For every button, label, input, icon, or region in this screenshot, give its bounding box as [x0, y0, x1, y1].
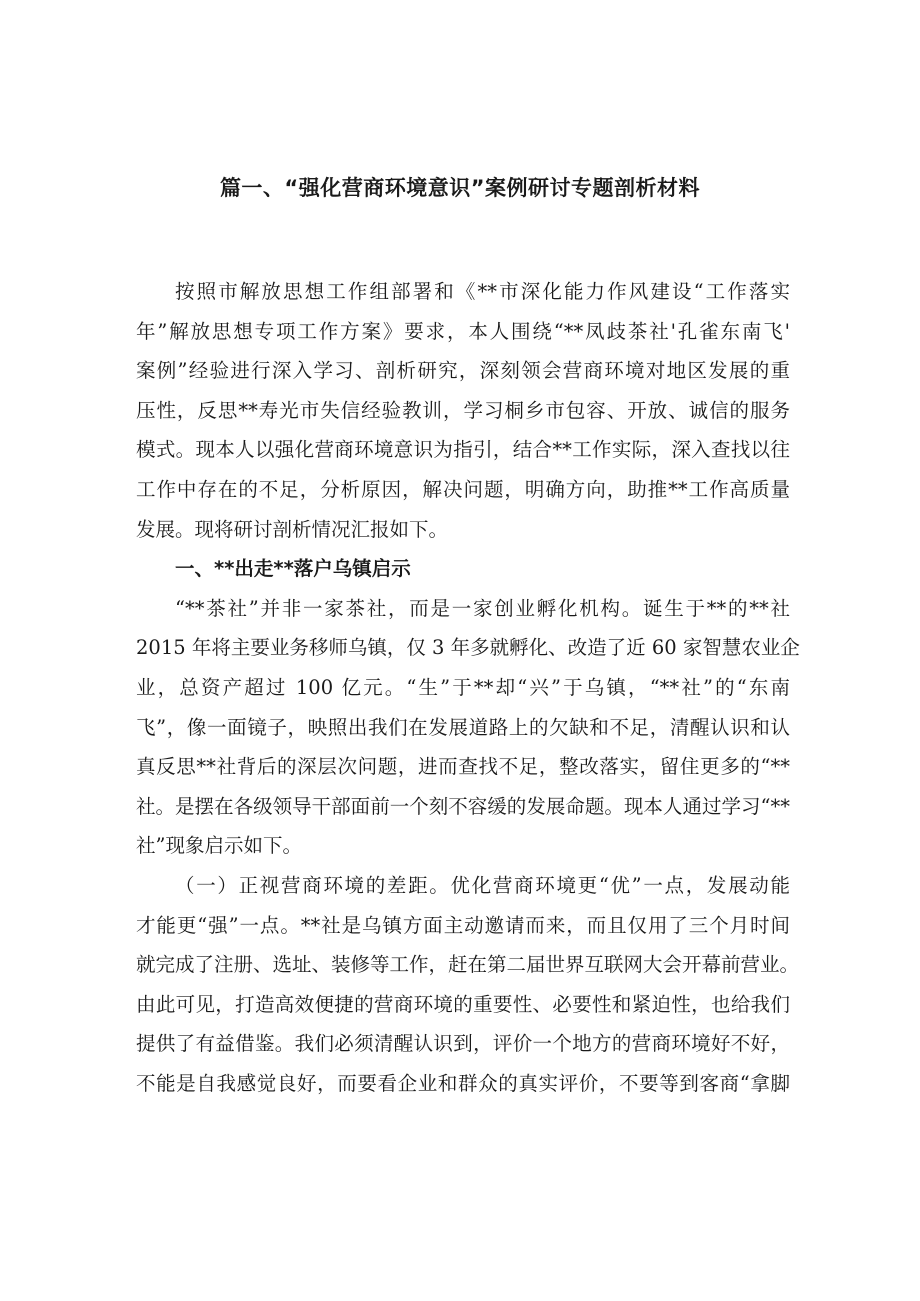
document-title: 篇一、“强化营商环境意识”案例研讨专题剖析材料 [219, 176, 701, 200]
text-line: 业，总资产超过 100 亿元。“生”于**却“兴”于乌镇，“**社”的“东南 [136, 675, 790, 699]
text-line: 社”现象启示如下。 [136, 834, 302, 858]
text-line: 工作中存在的不足，分析原因，解决问题，明确方向，助推**工作高质量 [136, 477, 790, 501]
text-line: 压性，反思**寿光市失信经验教训，学习桐乡市包容、开放、诚信的服务 [136, 398, 790, 422]
paragraph-intro [136, 272, 790, 549]
document-body [136, 272, 800, 1103]
text-line: 案例”经验进行深入学习、剖析研究，深刻领会营商环境对地区发展的重 [136, 359, 790, 383]
paragraph-section1 [136, 589, 800, 866]
text-line: （一）正视营商环境的差距。优化营商环境更“优”一点，发展动能 [175, 873, 790, 897]
text-line: 不能是自我感觉良好，而要看企业和群众的真实评价，不要等到客商“拿脚 [136, 1071, 790, 1095]
paragraph-subsection1 [136, 866, 800, 1104]
section-heading: 一、**出走**落户乌镇启示 [175, 557, 411, 581]
text-line: 就完成了注册、选址、装修等工作，赶在第二届世界互联网大会开幕前营业。 [136, 953, 800, 977]
text-line: 社。是摆在各级领导干部面前一个刻不容缓的发展命题。现本人通过学习“** [136, 794, 790, 818]
text-line: 按照市解放思想工作组部署和《**市深化能力作风建设“工作落实 [175, 280, 790, 303]
text-line: 才能更“强”一点。**社是乌镇方面主动邀请而来，而且仅用了三个月时间 [136, 913, 790, 937]
text-line: “**茶社”并非一家茶社，而是一家创业孵化机构。诞生于**的**社 [175, 596, 790, 620]
text-line: 由此可见，打造高效便捷的营商环境的重要性、必要性和紧迫性，也给我们 [136, 992, 790, 1016]
text-line: 飞”，像一面镜子，映照出我们在发展道路上的欠缺和不足，清醒认识和认 [136, 715, 790, 739]
text-line: 2015 年将主要业务移师乌镇，仅 3 年多就孵化、改造了近 60 家智慧农业企 [136, 636, 800, 660]
text-line: 提供了有益借鉴。我们必须清醒认识到，评价一个地方的营商环境好不好， [136, 1032, 790, 1056]
text-line: 年”解放思想专项工作方案》要求，本人围绕“**凤歧茶社'孔雀东南飞' [136, 319, 790, 343]
text-line: 发展。现将研讨剖析情况汇报如下。 [136, 517, 449, 541]
text-line: 真反思**社背后的深层次问题，进而查找不足，整改落实，留住更多的“** [136, 755, 790, 779]
text-line: 模式。现本人以强化营商环境意识为指引，结合**工作实际，深入查找以往 [136, 438, 790, 462]
